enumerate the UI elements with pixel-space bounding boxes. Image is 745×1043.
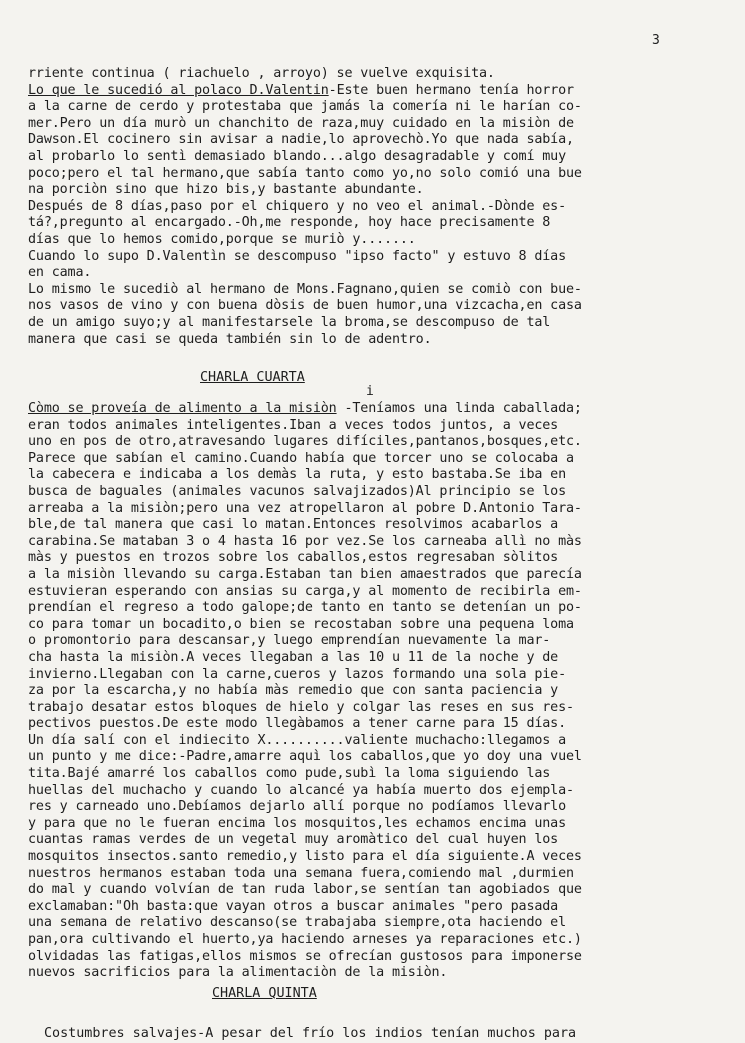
text-line: Parece que sabían el camino.Cuando había que torcer uno se colocaba a (28, 450, 574, 466)
text-line: rriente continua ( riachuelo , arroyo) se vuelve exquisita. (28, 66, 495, 81)
text-line: exclamaban:"Oh basta:que vayan otros a buscar animales "pero pasada (28, 898, 559, 914)
text-line: uno en pos de otro,atravesando lugares difíciles,pantanos,bosques,etc. (28, 434, 582, 450)
text-line: tita.Bajé amarré los caballos como pude,subì la loma siguiendo las (28, 766, 551, 782)
section-marker: i (366, 384, 374, 399)
text-line: pan,ora cultivando el huerto,ya haciendo arneses ya reparaciones etc.) (28, 932, 582, 947)
text-line: días que lo hemos comido,porque se muriò y....... (28, 231, 416, 247)
text-line: cuantas ramas verdes de un vegetal muy aromàtico del cual huyen los (28, 832, 559, 848)
text-line: za por la escarcha,y no había màs remedio que con santa paciencia y (28, 683, 559, 699)
text-line: mosquitos insectos.santo remedio,y listo para el día siguiente.A veces (28, 849, 582, 865)
text-line: mer.Pero un día murò un chanchito de raza,muy cuidado en la misiòn de (28, 115, 574, 131)
text-line (28, 401, 728, 418)
text-line: invierno.Llegaban con la carne,cueros y lazos formando una sola pie- (28, 666, 567, 682)
text-line: cha hasta la misiòn.A veces llegaban a las 10 u 11 de la noche y de (28, 649, 559, 665)
line-text: -Este buen hermano tenía horror (328, 82, 574, 98)
text-line: nuevos sacrificios para la alimentaciòn de la misiòn. (28, 965, 448, 981)
text-line: estuvieran esperando con ansias su carga,y al momento de recibirla em- (28, 583, 582, 599)
text-line: Cuando lo supo D.Valentìn se descompuso "ipso facto" y estuvo 8 días (28, 248, 567, 264)
text-line: nuestros hermanos estaban toda una semana fuera,comiendo mal ,durmien (28, 865, 574, 881)
text-line: de un amigo suyo;y al manifestarsele la broma,se descompuso de tal (28, 314, 551, 330)
text-line: o promontorio para descansar,y luego emprendían nuevamente la mar- (28, 633, 551, 649)
text-line: manera que casi se queda también sin lo de adentro. (28, 331, 432, 347)
text-line: do mal y cuando volvían de tan ruda labor,se sentían tan agobiados que (28, 882, 582, 898)
heading-charla-quinta: CHARLA QUINTA (212, 986, 317, 1001)
text-line: nos vasos de vino y con buena dòsis de buen humor,una vizcacha,en casa (28, 298, 582, 314)
text-line: a la misiòn llevando su carga.Estaban tan bien amaestrados que parecía (28, 566, 582, 582)
text-line: un punto y me dice:-Padre,amarre aquì los caballos,que yo doy una vuel (28, 749, 582, 765)
underlined-subtitle: Lo que le sucedió al polaco D.Valentin (28, 82, 329, 98)
text-line: Dawson.El cocinero sin avisar a nadie,lo aprovechò.Yo que nada sabía, (28, 132, 574, 148)
page-number: 3 (652, 33, 660, 48)
text-line: al probarlo lo sentì demasiado blando...algo desagradable y comí muy (28, 148, 567, 164)
text-line: ble,de tal manera que casi lo matan.Entonces resolvimos acabarlos a (28, 517, 559, 533)
text-line: arreaba a la misiòn;pero una vez atropellaron al pobre D.Antonio Tara- (28, 500, 582, 516)
text-line: na porciòn sino que hizo bis,y bastante abundante. (28, 182, 424, 198)
heading-charla-cuarta: CHARLA CUARTA (200, 370, 305, 385)
text-block-charla-cuarta (28, 401, 728, 982)
text-line: olvidadas las fatigas,ellos mismos se ofrecían gustosos para imponerse (28, 948, 582, 964)
text-line: la cabecera e indicaba a los demàs la ruta, y esto bastaba.Se iba en (28, 467, 567, 483)
text-line: co para tomar un bocadito,o bien se recostaban sobre una pequena loma (28, 616, 574, 632)
underlined-subtitle: Còmo se proveía de alimento a la misiòn (28, 401, 337, 416)
text-line: pectivos puestos.De este modo llegàbamos a tener carne para 15 días. (28, 716, 567, 732)
text-line: Después de 8 días,paso por el chiquero y no veo el animal.-Dònde es- (28, 198, 567, 214)
text-block-charla-tercera (28, 66, 728, 348)
text-line: màs y puestos en trozos sobre los caballos,estos regresaban sòlitos (28, 550, 559, 566)
text-line: Lo mismo le sucediò al hermano de Mons.Fagnano,quien se comiò con bue- (28, 281, 582, 297)
text-line: y para que no le fueran encima los mosquitos,les echamos encima unas (28, 815, 567, 831)
text-line: en cama. (28, 265, 92, 281)
text-line: huellas del muchacho y cuando lo alcancé ya había muerto dos ejempla- (28, 782, 574, 798)
text-line: Un día salí con el indiecito X..........valiente muchacho:llegamos a (28, 732, 567, 748)
text-line: busca de baguales (animales vacunos salvajizados)Al principio se los (28, 483, 567, 499)
text-line: una semana de relativo descanso(se trabajaba siempre,ota haciendo el (28, 915, 567, 931)
text-line: eran todos animales inteligentes.Iban a veces todos juntos, a veces (28, 417, 559, 433)
text-line-last: Costumbres salvajes-A pesar del frío los indios tenían muchos para (44, 1026, 577, 1041)
text-line: prendían el regreso a todo galope;de tanto en tanto se detenían un po- (28, 600, 582, 616)
text-line: a la carne de cerdo y protestaba que jamás la comería ni le harían co- (28, 99, 582, 115)
text-line: trabajo desatar estos bloques de hielo y colgar las reses en sus res- (28, 699, 574, 715)
text-line: res y carneado uno.Debíamos dejarlo allí porque no podíamos llevarlo (28, 799, 567, 815)
text-line: carabina.Se mataban 3 o 4 hasta 16 por vez.Se los carneaba allì no màs (28, 533, 582, 549)
text-line (28, 83, 728, 100)
line-text: -Teníamos una linda caballada; (336, 401, 582, 416)
text-line: poco;pero el tal hermano,que sabía tanto como yo,no solo comió una bue (28, 165, 582, 181)
text-line: tá?,pregunto al encargado.-Oh,me responde, hoy hace precisamente 8 (28, 215, 551, 231)
